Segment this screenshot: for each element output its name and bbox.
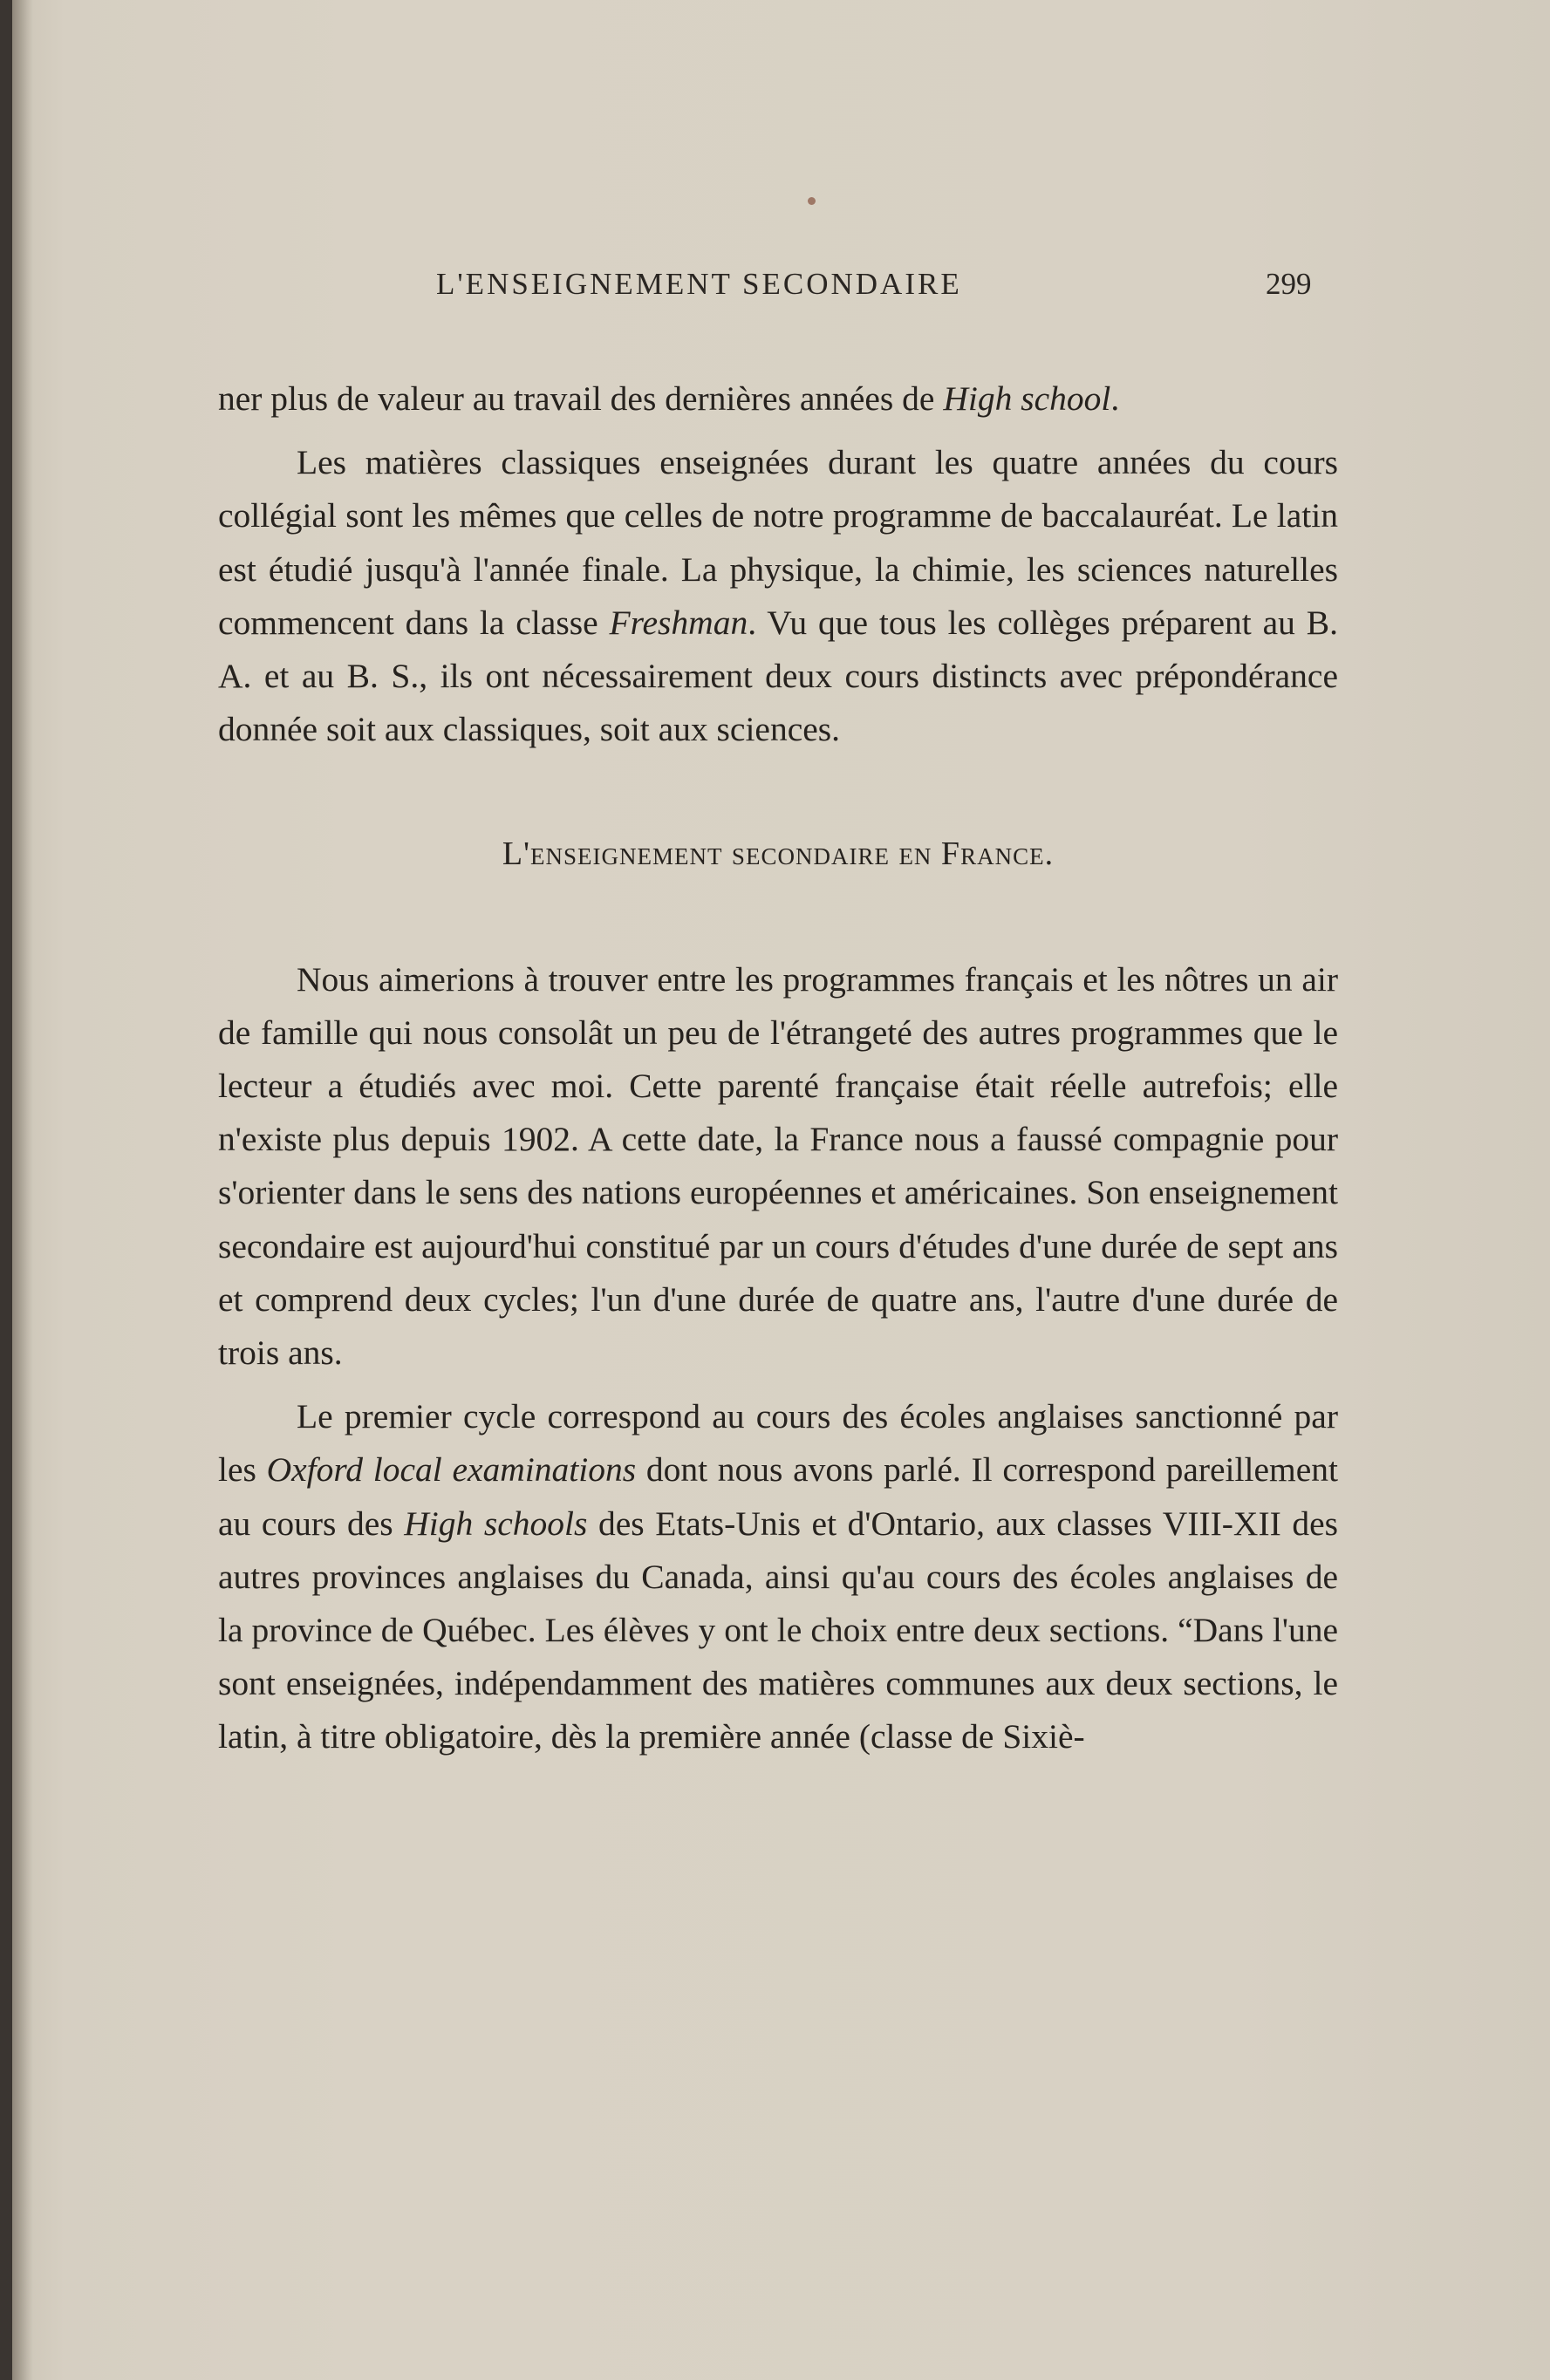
- italic-term: Oxford local examinations: [266, 1450, 637, 1490]
- section-heading: L'enseignement secondaire en France.: [502, 835, 1055, 873]
- page-number: 299: [1266, 267, 1312, 301]
- paragraph-continued: [218, 372, 1338, 426]
- body-text: [218, 372, 1338, 1764]
- paragraph-first-cycle: [218, 1390, 1338, 1763]
- paragraph-text: dont nous avons parlé. Il correspond pareillement au cours des: [218, 1450, 1338, 1543]
- paragraph-text: .: [1110, 379, 1120, 418]
- book-page: [12, 0, 1550, 2380]
- italic-term: High schools: [404, 1504, 588, 1543]
- italic-term: Freshman: [609, 603, 748, 642]
- paragraph-classics: [218, 436, 1338, 756]
- italic-term: High school: [943, 379, 1111, 418]
- page-header: [12, 267, 1550, 310]
- paragraph-france: Nous aimerions à trouver entre les programmes français et les nôtres un air de famille qui nous consolât un peu de l'étrangeté des autres programmes que le lecteur a étudiés avec moi. Cette parenté française était réelle autrefois; elle n'existe plus depuis 1902. A cette date, la France nous a faussé compagnie pour s'orienter dans le sens des nations européennes et américaines. Son enseignement secondaire est aujourd'hui constitué par un cours d'études d'une durée de sept ans et comprend deux cycles; l'un d'une durée de quatre ans, l'autre d'une durée de trois ans.: [218, 959, 1338, 1373]
- paragraph-text: Les matières classiques enseignées durant les quatre années du cours collégial sont les mêmes que celles de notre programme de baccalauréat. Le latin est étudié jusqu'à l'année finale. La physique, la chimie, les sciences naturelles commencent dans la classe: [218, 443, 1338, 642]
- ink-speck: [808, 197, 816, 205]
- paragraph-text: ner plus de valeur au travail des dernières années de: [218, 379, 944, 418]
- page-gutter-shadow: [12, 0, 33, 2380]
- running-head: L'ENSEIGNEMENT SECONDAIRE: [436, 267, 962, 301]
- paragraph-text: . Vu que tous les collèges préparent au B. A. et au B. S., ils ont nécessairement deux cours distincts avec prépondérance donnée soit aux classiques, soit aux sciences.: [218, 603, 1338, 749]
- paragraph-text: Le premier cycle correspond au cours des écoles anglaises sanctionné par les: [218, 1397, 1338, 1490]
- paragraph-text: des Etats-Unis et d'Ontario, aux classes VIII-XII des autres provinces anglaises du Canada, ainsi qu'au cours des écoles anglaises de la province de Québec. Les élèves y ont le choix entre deux sections. “Dans l'une sont enseignées, indépendamment des matières communes aux deux sections, le latin, à titre obligatoire, dès la première année (classe de Sixiè-: [218, 1504, 1339, 1756]
